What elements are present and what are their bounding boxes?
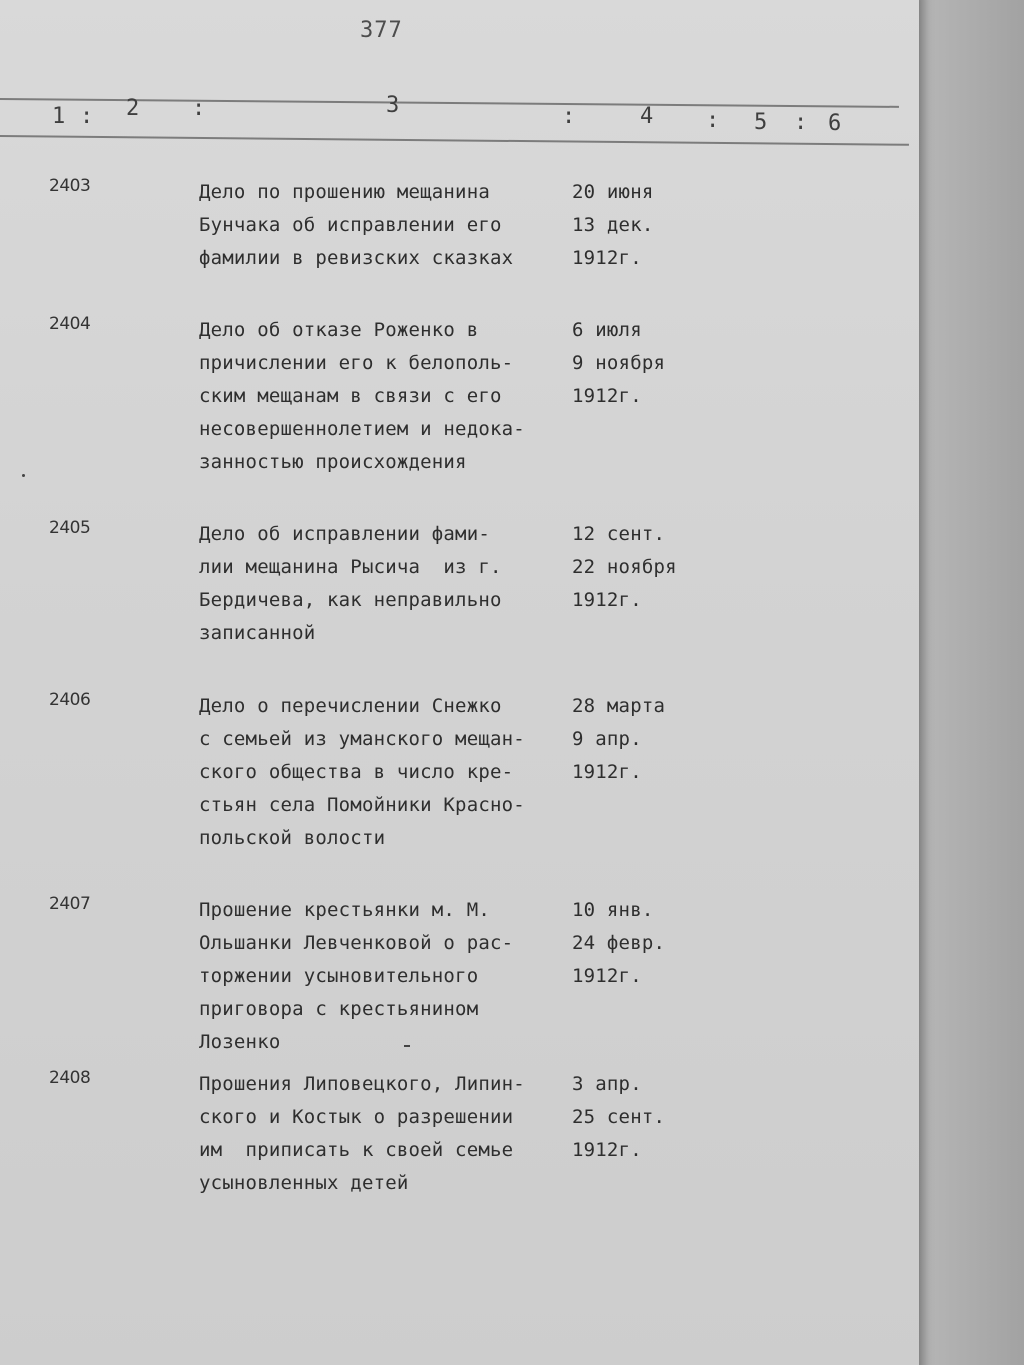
column-separator: : [562,104,576,129]
description-line: Лозенко [199,1031,281,1053]
table-header-bottom-rule [0,135,909,146]
record-dates [572,518,702,617]
record-dates [572,690,702,789]
description-line: Дело об отказе Роженко в [199,319,479,341]
year: 1912г. [572,247,642,269]
description-line: фамилии в ревизских сказках [199,247,514,269]
record-description [199,894,579,1059]
year: 1912г. [572,761,642,783]
description-line: Бунчака об исправлении его [199,214,502,236]
record-description [199,176,579,275]
end-date: 9 ноября [572,352,666,374]
column-header-6: 6 [828,111,842,136]
record-number: 2405 [49,518,91,538]
record-dates [572,314,702,413]
column-header-1: 1 [52,104,66,129]
column-separator: : [80,104,94,129]
start-date: 20 июня [572,181,654,203]
description-line: ского и Костык о разрешении [199,1106,514,1128]
column-header-2: 2 [126,96,140,121]
record-number: 2407 [49,894,91,914]
description-line: причислении его к белополь- [199,352,514,374]
year: 1912г. [572,965,642,987]
start-date: 10 янв. [572,899,654,921]
record-dates [572,894,702,993]
column-header-3: 3 [386,93,400,118]
description-line: Ольшанки Левченковой о рас- [199,932,514,954]
year: 1912г. [572,589,642,611]
end-date: 9 апр. [572,728,642,750]
record-description [199,314,579,479]
description-line: стьян села Помойники Красно- [199,794,525,816]
record-description [199,1068,579,1200]
description-line: записанной [199,622,316,644]
start-date: 3 апр. [572,1073,642,1095]
description-line: Дело по прошению мещанина [199,181,490,203]
description-line: лии мещанина Рысича из г. [199,556,502,578]
record-number: 2406 [49,690,91,710]
description-line: Дело об исправлении фами- [199,523,490,545]
stray-mark [404,1045,410,1047]
record-number: 2403 [49,176,91,196]
record-description [199,518,579,650]
page-number: 377 [360,18,403,43]
description-line: несовершеннолетием и недока- [199,418,525,440]
description-line: занностью происхождения [199,451,467,473]
column-header-5: 5 [754,110,768,135]
record-dates [572,176,702,275]
record-dates [572,1068,702,1167]
record-description [199,690,579,855]
description-line: Прошения Липовецкого, Липин- [199,1073,525,1095]
record-number: 2408 [49,1068,91,1088]
start-date: 6 июля [572,319,642,341]
description-line: усыновленных детей [199,1172,409,1194]
start-date: 12 сент. [572,523,666,545]
description-line: ским мещанам в связи с его [199,385,502,407]
year: 1912г. [572,385,642,407]
description-line: Прошение крестьянки м. М. [199,899,490,921]
column-header-4: 4 [640,104,654,129]
year: 1912г. [572,1139,642,1161]
description-line: польской волости [199,827,386,849]
column-separator: : [706,108,720,133]
description-line: с семьей из уманского мещан- [199,728,525,750]
description-line: им приписать к своей семье [199,1139,514,1161]
description-line: ского общества в число кре- [199,761,514,783]
stray-mark [22,474,25,477]
record-number: 2404 [49,314,91,334]
description-line: торжении усыновительного [199,965,479,987]
description-line: Дело о перечислении Снежко [199,695,502,717]
description-line: приговора с крестьянином [199,998,479,1020]
end-date: 13 дек. [572,214,654,236]
desk-edge [912,0,1024,1365]
column-separator: : [794,110,808,135]
end-date: 22 ноября [572,556,677,578]
column-separator: : [192,96,206,121]
end-date: 25 сент. [572,1106,666,1128]
start-date: 28 марта [572,695,666,717]
end-date: 24 февр. [572,932,666,954]
description-line: Бердичева, как неправильно [199,589,502,611]
